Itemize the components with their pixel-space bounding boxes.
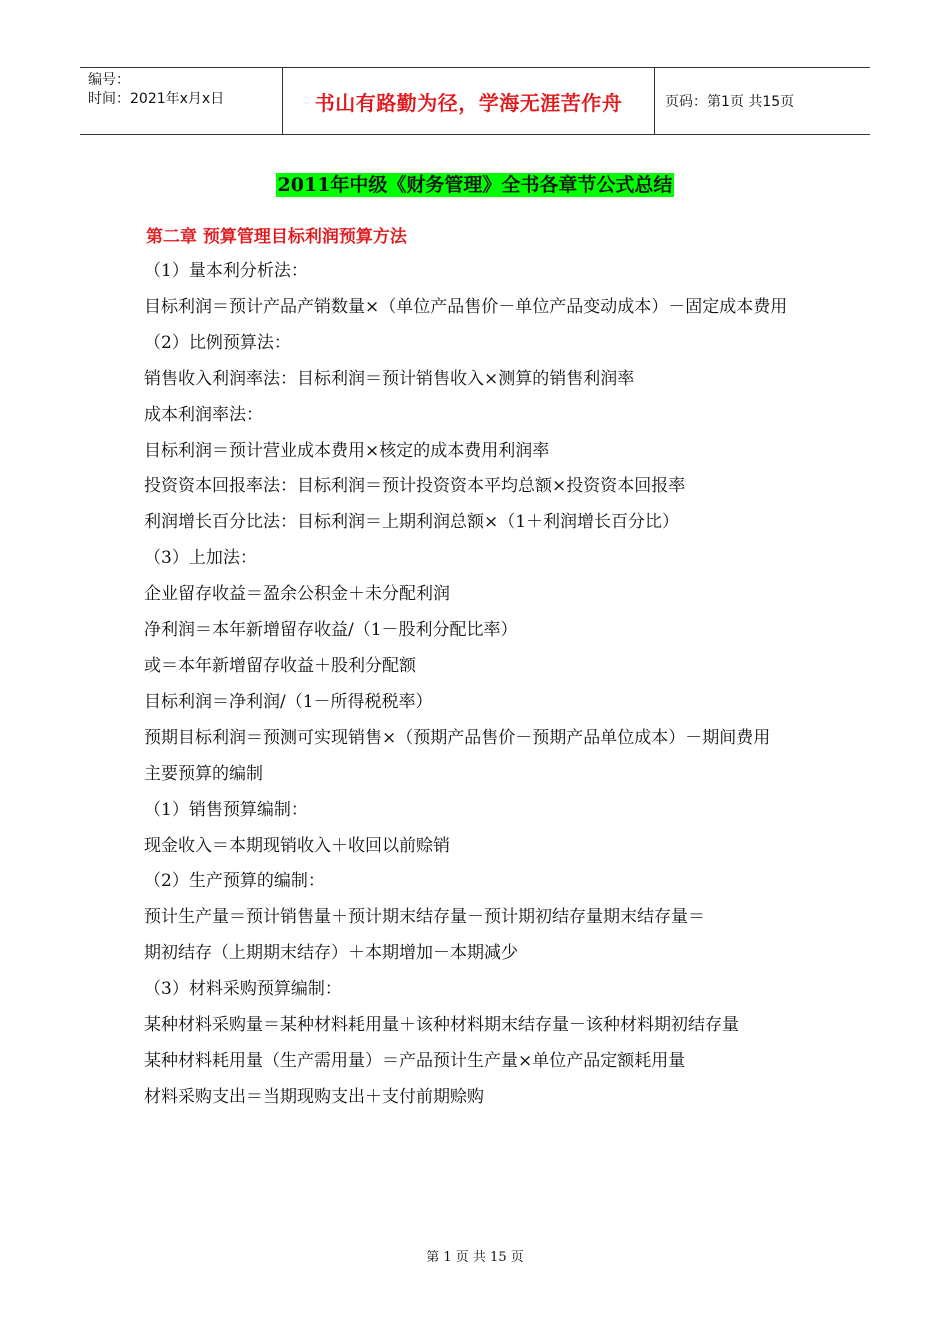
header-meta — [80, 68, 282, 134]
body-line: （2）生产预算的编制： — [144, 871, 325, 892]
body-line: 材料采购支出＝当期现购支出＋支付前期赊购 — [144, 1086, 484, 1107]
document-number-label: 编号： — [88, 72, 130, 88]
body-line: 或＝本年新增留存收益＋股利分配额 — [144, 655, 416, 676]
header-page-info — [655, 68, 870, 134]
body-line: （1）销售预算编制： — [144, 799, 308, 820]
page-footer: 第 1 页 共 15 页 — [426, 1250, 524, 1265]
document-date-label: 时间：2021年x月x日 — [88, 91, 225, 107]
header-page-label: 页码：第1页 共15页 — [665, 94, 795, 110]
document-header — [80, 67, 870, 135]
body-line: 销售收入利润率法：目标利润＝预计销售收入×测算的销售利润率 — [144, 368, 635, 389]
body-line: （2）比例预算法： — [144, 332, 291, 353]
body-line: 企业留存收益＝盈余公积金＋未分配利润 — [144, 584, 450, 605]
body-line: 主要预算的编制 — [144, 763, 263, 784]
body-line: 利润增长百分比法：目标利润＝上期利润总额×（1＋利润增长百分比） — [144, 512, 680, 533]
document-title — [0, 170, 950, 197]
body-line: 某种材料耗用量（生产需用量）＝产品预计生产量×单位产品定额耗用量 — [144, 1050, 686, 1071]
chapter-heading: 第二章 预算管理目标利润预算方法 — [146, 227, 407, 247]
body-line: 净利润＝本年新增留存收益/（1－股利分配比率） — [144, 620, 518, 641]
body-line: （3）上加法： — [144, 548, 257, 569]
body-line: 目标利润＝预计产品产销数量×（单位产品售价－单位产品变动成本）－固定成本费用 — [144, 296, 788, 317]
body-line: 目标利润＝净利润/（1－所得税税率） — [144, 691, 433, 712]
body-line: （3）材料采购预算编制： — [144, 979, 342, 1000]
body-line: 预期目标利润＝预测可实现销售×（预期产品售价－预期产品单位成本）－期间费用 — [144, 727, 771, 748]
header-motto-cell — [282, 68, 655, 134]
body-line: 现金收入＝本期现销收入＋收回以前赊销 — [144, 835, 450, 856]
body-line: 投资资本回报率法：目标利润＝预计投资资本平均总额×投资资本回报率 — [144, 476, 686, 497]
document-title-text: 2011年中级《财务管理》全书各章节公式总结 — [277, 174, 673, 196]
document-body — [144, 254, 814, 1116]
body-line: 期初结存（上期期末结存）＋本期增加－本期减少 — [144, 943, 518, 964]
body-line: 预计生产量＝预计销售量＋预计期末结存量－预计期初结存量期末结存量＝ — [144, 907, 705, 928]
body-line: 某种材料采购量＝某种材料耗用量＋该种材料期末结存量－该种材料期初结存量 — [144, 1015, 739, 1036]
body-line: （1）量本利分析法： — [144, 261, 308, 281]
header-motto: 书山有路勤为径，学海无涯苦作舟 — [314, 90, 623, 115]
body-line: 目标利润＝预计营业成本费用×核定的成本费用利润率 — [144, 440, 550, 461]
body-line: 成本利润率法： — [144, 404, 263, 425]
